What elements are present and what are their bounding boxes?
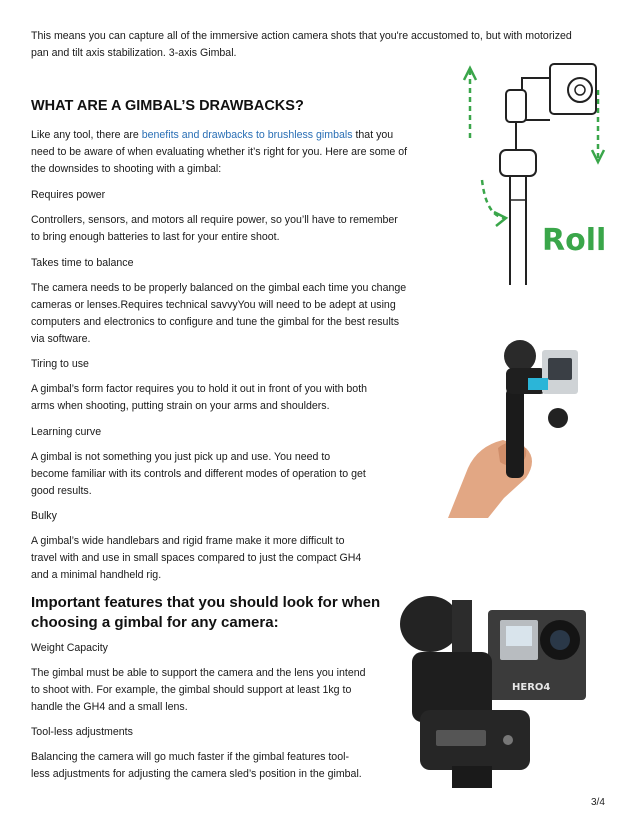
item-title-weight-capacity: Weight Capacity xyxy=(31,642,108,654)
drawbacks-intro-line: the downsides to shooting with a gimbal: xyxy=(31,163,222,175)
body-line: Balancing the camera will go much faster if the gimbal features tool- xyxy=(31,751,349,763)
body-line: A gimbal is not something you just pick up and use. You need to xyxy=(31,451,331,463)
item-title-requires-power: Requires power xyxy=(31,189,106,201)
gimbal-roll-axis-illustration xyxy=(430,50,612,290)
item-body-learning-curve xyxy=(31,449,366,500)
item-title-bulky: Bulky xyxy=(31,510,57,522)
body-line: handle the GH4 and a small lens. xyxy=(31,701,188,713)
item-body-tool-less-adjustments xyxy=(31,749,362,783)
body-line: and a minimal handheld rig. xyxy=(31,569,162,581)
handheld-gimbal-drawing xyxy=(408,328,608,518)
body-line: A gimbal’s wide handlebars and rigid frame make it more difficult to xyxy=(31,535,345,547)
body-line: become familiar with its controls and different modes of operation to get xyxy=(31,468,366,480)
drawbacks-intro-line: need to be aware of when evaluating whether it’s right for you. Here are some of xyxy=(31,146,408,158)
item-title-learning-curve: Learning curve xyxy=(31,426,102,438)
intro-line: pan and tilt axis stabilization. 3-axis Gimbal. xyxy=(31,47,237,59)
item-title-tiring-to-use: Tiring to use xyxy=(31,358,89,370)
item-body-requires-power xyxy=(31,212,398,246)
item-title-tool-less-adjustments: Tool-less adjustments xyxy=(31,726,133,738)
body-line: cameras or lenses.Requires technical savvyYou will need to be adept at using xyxy=(31,299,396,311)
page-number: 3/4 xyxy=(591,797,605,808)
item-body-bulky xyxy=(31,533,361,584)
body-line: The gimbal must be able to support the camera and the lens you intend xyxy=(31,667,366,679)
body-line: Controllers, sensors, and motors all require power, so you’ll have to remember xyxy=(31,214,398,226)
intro-prefix: Like any tool, there are xyxy=(31,129,142,141)
benefits-drawbacks-link[interactable]: benefits and drawbacks to brushless gimbals xyxy=(141,129,353,141)
body-line: arms when shooting, putting strain on your arms and shoulders. xyxy=(31,400,330,412)
hero4-label: HERO4 xyxy=(512,682,551,693)
item-body-weight-capacity xyxy=(31,665,366,716)
body-line: The camera needs to be properly balanced on the gimbal each time you change xyxy=(31,282,407,294)
item-body-tiring-to-use xyxy=(31,381,367,415)
body-line: to shoot with. For example, the gimbal should support at least 1kg to xyxy=(31,684,352,696)
body-line: good results. xyxy=(31,485,92,497)
features-heading-line: Important features that you should look for when xyxy=(31,594,381,611)
body-line: computers and electronics to configure and tune the gimbal for the best results xyxy=(31,316,400,328)
drawbacks-intro-paragraph xyxy=(31,127,407,178)
hero4-gimbal-photo xyxy=(392,580,590,792)
hero4-gimbal-drawing xyxy=(392,580,590,792)
features-heading-line: choosing a gimbal for any camera: xyxy=(31,614,279,631)
intro-line: This means you can capture all of the immersive action camera shots that you're accustomed to, but with motorized xyxy=(31,30,572,42)
handheld-gimbal-photo xyxy=(408,328,608,518)
features-heading xyxy=(31,593,380,633)
item-body-takes-time-to-balance xyxy=(31,280,406,348)
drawbacks-heading: WHAT ARE A GIMBAL’S DRAWBACKS? xyxy=(31,98,304,114)
intro-suffix: that you xyxy=(352,129,394,141)
gimbal-line-drawing xyxy=(430,50,612,290)
body-line: A gimbal’s form factor requires you to hold it out in front of you with both xyxy=(31,383,368,395)
body-line: to bring enough batteries to last for your entire shoot. xyxy=(31,231,280,243)
drawbacks-intro-line xyxy=(31,127,407,144)
body-line: via software. xyxy=(31,333,91,345)
body-line: less adjustments for adjusting the camera sled’s position in the gimbal. xyxy=(31,768,362,780)
body-line: travel with and use in small spaces compared to just the compact GH4 xyxy=(31,552,362,564)
item-title-takes-time-to-balance: Takes time to balance xyxy=(31,257,134,269)
roll-label: Roll xyxy=(542,223,607,258)
